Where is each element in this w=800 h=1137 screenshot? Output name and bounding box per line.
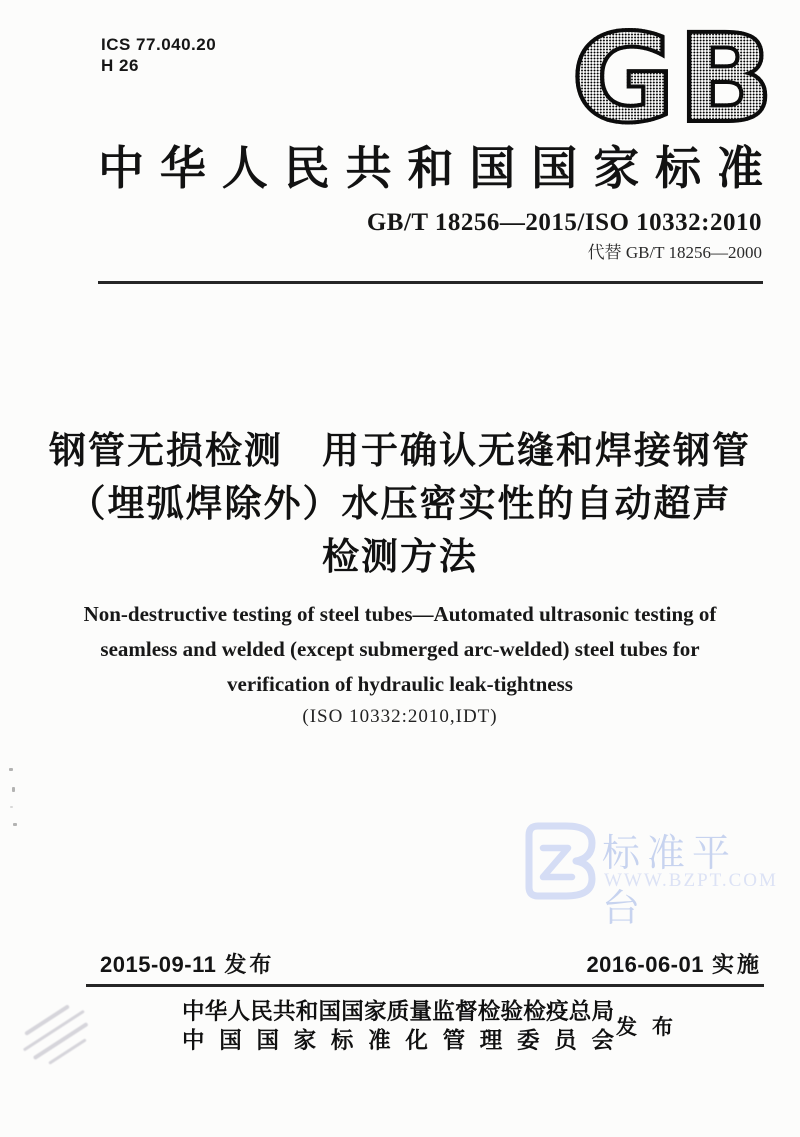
ics-code: ICS 77.040.20: [101, 35, 217, 54]
publish-label: 发布: [616, 1015, 688, 1039]
issue-date-label: 发布: [224, 952, 275, 977]
title-en-line2: seamless and welded (except submerged arc-welded) steel tubes for: [100, 637, 700, 661]
standard-number: GB/T 18256—2015/ISO 10332:2010: [366, 209, 762, 236]
issuer-line2: 中国国家标准化管理委员会: [182, 1028, 614, 1053]
watermark-url: WWW.BZPT.COM: [604, 870, 778, 891]
implementation-date-label: 实施: [711, 952, 762, 977]
footer-divider: [86, 984, 764, 987]
replaces-note: 代替 GB/T 18256—2000: [587, 243, 762, 262]
corner-stamp-icon: [0, 981, 147, 1133]
iso-idt-note: (ISO 10332:2010,IDT): [302, 706, 498, 727]
bzpt-logo-icon: [520, 818, 598, 904]
issuer-block: [182, 997, 614, 1055]
ics-code-block: [101, 34, 216, 76]
title-english: [0, 597, 800, 702]
classification-code: H 26: [101, 56, 139, 75]
scan-speck: [13, 823, 17, 826]
title-zh-line2: （埋弧焊除外）水压密实性的自动超声: [68, 483, 732, 524]
gb-logo: GB: [570, 8, 776, 150]
scan-speck: [10, 806, 13, 808]
title-zh-line1: 钢管无损检测 用于确认无缝和焊接钢管: [49, 430, 751, 471]
implementation-date-value: 2016-06-01: [586, 952, 704, 977]
scan-speck: [9, 768, 13, 771]
issue-date-value: 2015-09-11: [100, 952, 217, 977]
issue-date: [100, 948, 274, 979]
implementation-date: [586, 948, 762, 979]
scan-speck: [12, 787, 15, 792]
watermark-name: 标准平台: [602, 833, 738, 930]
title-chinese: [0, 424, 800, 583]
issuer-line1: 中华人民共和国国家质量监督检验检疫总局: [182, 999, 614, 1024]
national-standard-heading: 中华人民共和国国家标准: [98, 143, 763, 194]
title-zh-line3: 检测方法: [322, 536, 478, 577]
header-divider: [98, 281, 763, 284]
title-en-line1: Non-destructive testing of steel tubes—Automated ultrasonic testing of: [83, 602, 717, 626]
watermark: [520, 814, 778, 930]
title-en-line3: verification of hydraulic leak-tightness: [227, 672, 573, 696]
